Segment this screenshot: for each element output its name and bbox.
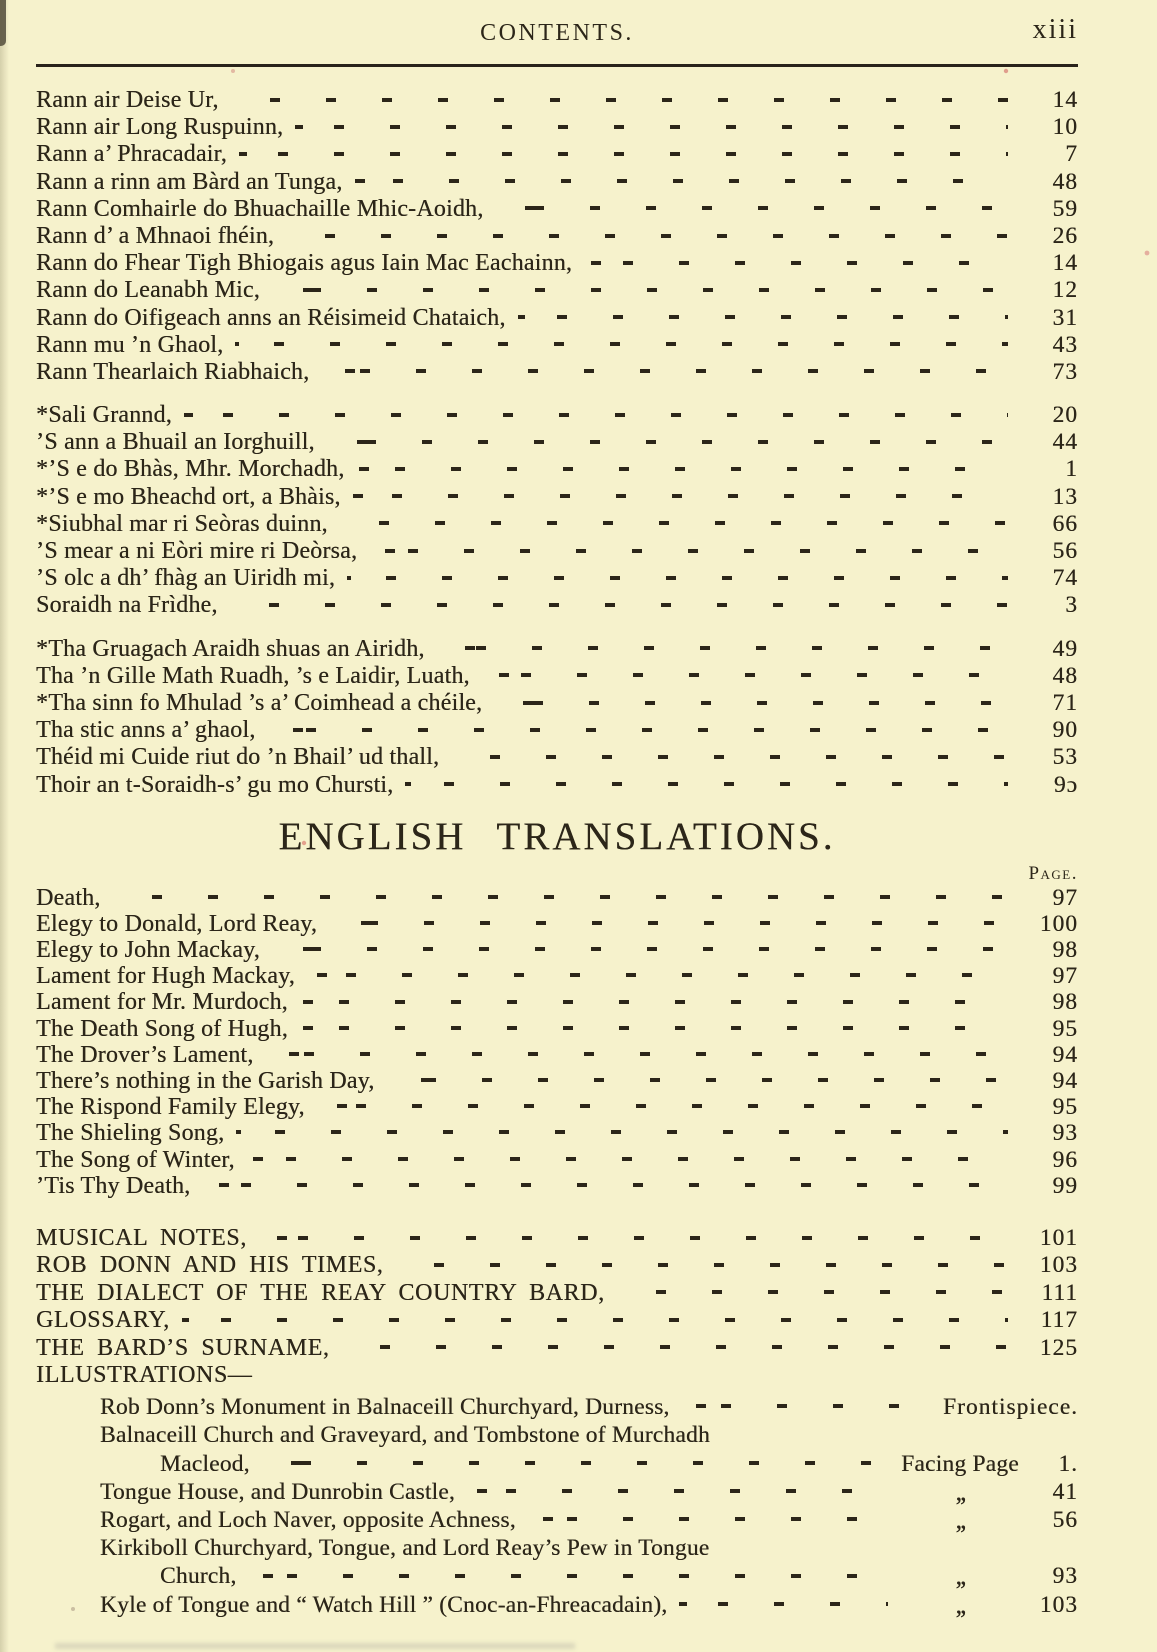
toc-entry-row	[36, 1016, 1078, 1042]
dash-leader	[113, 895, 1008, 899]
toc-entry-row	[36, 359, 1078, 386]
toc-entry-row	[36, 1120, 1078, 1146]
entry-title: *Siubhal mar ri Seòras duinn,	[36, 510, 328, 537]
illustration-title: Balnaceill Church and Graveyard, and Tombstone of Murchadh	[100, 1422, 710, 1449]
english-translations-heading: ENGLISH TRANSLATIONS.	[278, 814, 836, 858]
illustration-row	[36, 1421, 1078, 1449]
dash-leader	[259, 1236, 1008, 1240]
toc-entry-row	[36, 690, 1078, 717]
entry-title: *Tha sinn fo Mhulad ’s a’ Coimhead a chéile,	[36, 689, 483, 716]
dash-leader	[267, 728, 1008, 732]
dash-leader	[262, 1461, 888, 1465]
entry-page-number: 103	[1039, 1252, 1078, 1279]
entry-title: ’Tis Thy Death,	[36, 1172, 191, 1199]
dash-leader	[356, 467, 1008, 471]
entry-page-number: 101	[1039, 1224, 1078, 1251]
entry-page-number: 71	[1052, 689, 1078, 716]
entry-page-number: 48	[1052, 168, 1078, 195]
toc-entry-row	[36, 223, 1078, 250]
toc-entry-row	[36, 1335, 1078, 1362]
illustration-row	[36, 1393, 1078, 1421]
dash-leader	[248, 1574, 888, 1578]
toc-entry-row	[36, 456, 1078, 483]
toc-entry-row	[36, 1094, 1078, 1120]
entry-page-number: 10	[1052, 114, 1078, 141]
scan-artifact-left-edge	[0, 0, 9, 1652]
entry-title: *’S e mo Bheachd ort, a Bhàis,	[36, 483, 341, 510]
entry-page-number: 96	[1052, 1146, 1078, 1173]
entry-page-number: 13	[1052, 483, 1078, 510]
toc-entry-row	[36, 1173, 1078, 1199]
entry-title: The Drover’s Lament,	[36, 1041, 254, 1068]
illustration-row	[36, 1534, 1078, 1562]
entry-title: Death,	[36, 884, 101, 911]
illustration-title: Tongue House, and Dunrobin Castle,	[100, 1478, 455, 1505]
entry-title: Soraidh na Frìdhe,	[36, 592, 218, 619]
entry-page-number: 95	[1052, 1094, 1078, 1121]
toc-entry-row	[36, 277, 1078, 304]
dash-leader	[528, 1517, 888, 1521]
page-column-label: Page.	[1028, 862, 1078, 884]
entry-page-number: 12	[1052, 277, 1078, 304]
entry-page-number: 66	[1052, 510, 1078, 537]
toc-entry-row	[36, 332, 1078, 359]
entry-page-number: 14	[1052, 250, 1078, 277]
entry-title: The Rispond Family Elegy,	[36, 1094, 305, 1121]
entry-title: ’S ann a Bhuail an Iorghuill,	[36, 429, 315, 456]
illustration-title: Rob Donn’s Monument in Balnaceill Churchyard, Durness,	[100, 1394, 670, 1421]
dash-leader	[239, 152, 1008, 156]
entry-title: Lament for Hugh Mackay,	[36, 963, 295, 990]
entry-page-number: 97	[1052, 884, 1078, 911]
entry-page-number: 53	[1052, 744, 1078, 771]
dash-leader	[307, 973, 1008, 977]
dash-leader	[272, 947, 1008, 951]
ditto-mark: ,,	[955, 1589, 965, 1619]
ditto-mark: ,,	[955, 1505, 965, 1535]
illustration-title: Rogart, and Loch Naver, opposite Achness,	[100, 1507, 516, 1534]
toc-entry-row	[36, 772, 1078, 799]
toc-entry-row	[36, 169, 1078, 196]
dash-leader	[353, 494, 1008, 498]
dash-leader	[617, 1290, 1008, 1294]
dash-leader	[231, 98, 1008, 102]
dash-leader	[272, 288, 1008, 292]
entry-page-number: 90	[1052, 717, 1078, 744]
entry-title: *’S e do Bhàs, Mhr. Morchadh,	[36, 456, 345, 483]
illustrations-list	[36, 1393, 1078, 1619]
entry-title: THE BARD’S SURNAME,	[36, 1334, 330, 1361]
dash-leader	[405, 782, 1008, 786]
dash-leader	[451, 755, 1008, 759]
entry-title: *Sali Grannd,	[36, 402, 172, 429]
toc-entry-row	[36, 636, 1078, 663]
dash-leader	[494, 701, 1008, 705]
toc-entry-row	[36, 511, 1078, 538]
toc-entry-row	[36, 663, 1078, 690]
ditto-mark: ,,	[955, 1561, 965, 1591]
toc-entry-row	[36, 305, 1078, 332]
dash-leader	[286, 234, 1008, 238]
entry-title: MUSICAL NOTES,	[36, 1224, 247, 1251]
toc-entry-row	[36, 250, 1078, 277]
entry-page-number: 93	[1052, 1120, 1078, 1147]
illustration-page: 93	[1052, 1563, 1078, 1590]
entry-page-number: 117	[1040, 1307, 1078, 1334]
entry-title: Rann Thearlaich Riabhaich,	[36, 358, 310, 385]
dash-leader	[321, 369, 1008, 373]
entry-page-number: 73	[1052, 358, 1078, 385]
ditto-mark: ,,	[955, 1476, 965, 1506]
entry-title: Rann air Deise Ur,	[36, 87, 219, 113]
entry-title: ’S mear a ni Eòri mire ri Deòrsa,	[36, 538, 358, 564]
entry-page-number: 1	[1065, 456, 1078, 483]
entry-title: Rann a rinn am Bàrd an Tunga,	[36, 168, 343, 195]
dash-leader	[247, 1157, 1008, 1161]
entry-title: Théid mi Cuide riut do ’n Bhail’ ud thall,	[36, 744, 440, 771]
dash-leader	[387, 1078, 1009, 1082]
dash-leader	[329, 921, 1008, 925]
page-header	[36, 14, 1078, 58]
entry-page-number: 20	[1052, 402, 1078, 429]
toc-entry-row	[36, 937, 1078, 963]
back-matter-list	[36, 1225, 1078, 1362]
toc-entry-row	[36, 911, 1078, 937]
entry-page-number: 125	[1039, 1334, 1078, 1361]
entry-page-number: 9ɔ	[1053, 771, 1078, 798]
entry-title: Rann d’ a Mhnaoi fhéin,	[36, 222, 275, 249]
toc-entry-row	[36, 1252, 1078, 1279]
illustration-row	[36, 1562, 1078, 1590]
entry-page-number: 97	[1052, 963, 1078, 990]
dash-leader	[467, 1489, 888, 1493]
toc-entry-row	[36, 963, 1078, 989]
dash-leader	[202, 1183, 1008, 1187]
illustration-page: 56	[1052, 1507, 1078, 1534]
entry-title: THE DIALECT OF THE REAY COUNTRY BARD,	[36, 1279, 605, 1306]
header-rule	[36, 64, 1078, 67]
illustration-page: Frontispiece.	[942, 1394, 1078, 1421]
dash-leader	[354, 179, 1008, 183]
dash-leader	[295, 125, 1008, 129]
illustration-title: Church,	[160, 1563, 237, 1590]
illustration-title: Macleod,	[160, 1450, 250, 1477]
entry-page-number: 111	[1041, 1279, 1078, 1306]
entry-title: ROB DONN AND HIS TIMES,	[36, 1252, 384, 1279]
entry-title: Rann do Oifigeach anns an Réisimeid Chataich,	[36, 304, 506, 331]
dash-leader	[236, 1130, 1008, 1134]
entry-title: Rann air Long Ruspuinn,	[36, 114, 284, 141]
toc-entry-row	[36, 114, 1078, 141]
entry-page-number: 94	[1052, 1068, 1078, 1094]
toc-entry-row	[36, 1042, 1078, 1068]
entry-title: *Tha Gruagach Araidh shuas an Airidh,	[36, 635, 425, 662]
toc-entry-row	[36, 402, 1078, 429]
entry-title: Rann do Leanabh Mic,	[36, 277, 260, 304]
entry-title: Rann Comhairle do Bhuachaille Mhic-Aoidh,	[36, 195, 484, 222]
illustration-title: Kirkiboll Churchyard, Tongue, and Lord Reay’s Pew in Tongue	[100, 1535, 710, 1562]
entry-page-number: 94	[1052, 1041, 1078, 1068]
entry-page-number: 26	[1052, 222, 1078, 249]
dash-leader	[265, 1052, 1008, 1056]
entry-page-number: 98	[1052, 989, 1078, 1016]
illustrations-heading: ILLUSTRATIONS—	[36, 1361, 253, 1388]
entry-page-number: 49	[1052, 635, 1078, 662]
dash-leader	[300, 1000, 1008, 1004]
illustration-title: Kyle of Tongue and “ Watch Hill ” (Cnoc-an-Fhreacadain),	[100, 1591, 668, 1618]
entry-page-number: 43	[1052, 331, 1078, 358]
toc-entry-row	[36, 1225, 1078, 1252]
dash-leader	[395, 1263, 1008, 1267]
gaelic-entries-group-t	[36, 636, 1078, 799]
dash-leader	[327, 440, 1008, 444]
toc-entry-row	[36, 1280, 1078, 1307]
entry-title: ’S olc a dh’ fhàg an Uiridh mi,	[36, 565, 336, 592]
illustration-row	[36, 1506, 1078, 1534]
dash-leader	[369, 549, 1008, 553]
toc-entry-row	[36, 429, 1078, 456]
entry-page-number: 3	[1065, 592, 1078, 619]
dash-leader	[317, 1104, 1008, 1108]
scan-specks	[0, 0, 2, 2]
toc-entry-row	[36, 538, 1078, 565]
entry-title: Lament for Mr. Murdoch,	[36, 989, 288, 1016]
toc-entry-row	[36, 1068, 1078, 1094]
dash-leader	[482, 673, 1008, 677]
dash-leader	[341, 1345, 1008, 1349]
dash-leader	[437, 646, 1008, 650]
entry-title: The Song of Winter,	[36, 1146, 235, 1173]
entry-title: Elegy to Donald, Lord Reay,	[36, 910, 318, 937]
entry-page-number: 59	[1052, 195, 1078, 222]
dash-leader	[584, 261, 1008, 265]
illustration-row	[36, 1450, 1078, 1478]
toc-entry-row	[36, 744, 1078, 771]
toc-entry-row	[36, 484, 1078, 511]
entry-title: The Shieling Song,	[36, 1120, 225, 1147]
entry-title: Thoir an t-Soraidh-s’ gu mo Chursti,	[36, 771, 394, 798]
dash-leader	[182, 1318, 1008, 1322]
toc-entry-row	[36, 885, 1078, 911]
toc-entry-row	[36, 87, 1078, 114]
dash-leader	[347, 576, 1008, 580]
toc-entry-row	[36, 989, 1078, 1015]
entry-title: Elegy to John Mackay,	[36, 937, 260, 964]
entry-page-number: 100	[1039, 910, 1078, 937]
entry-page-number: 99	[1052, 1172, 1078, 1199]
facing-page-label: Facing Page	[901, 1450, 1019, 1477]
entry-title: Rann mu ’n Ghaol,	[36, 331, 224, 358]
illustration-row	[36, 1478, 1078, 1506]
toc-entry-row	[36, 196, 1078, 223]
dash-leader	[518, 315, 1008, 319]
illustration-page: 103	[1039, 1591, 1078, 1618]
entry-page-number: 44	[1052, 429, 1078, 456]
entry-title: Rann a’ Phracadair,	[36, 141, 227, 168]
entry-title: There’s nothing in the Garish Day,	[36, 1068, 375, 1094]
entry-page-number: 7	[1065, 141, 1078, 168]
entry-title: Rann do Fhear Tigh Bhiogais agus Iain Mac Eachainn,	[36, 250, 573, 277]
english-translations-list	[36, 885, 1078, 1199]
entry-page-number: 56	[1052, 538, 1078, 564]
gaelic-entries-group-r	[36, 87, 1078, 386]
entry-page-number: 48	[1052, 662, 1078, 689]
dash-leader	[300, 1026, 1008, 1030]
entry-page-number: 14	[1052, 87, 1078, 113]
dash-leader	[230, 603, 1008, 607]
toc-entry-row	[36, 141, 1078, 168]
toc-entry-row	[36, 717, 1078, 744]
dash-leader	[679, 1602, 888, 1606]
dash-leader	[682, 1404, 931, 1408]
entry-page-number: 98	[1052, 937, 1078, 964]
entry-title: GLOSSARY,	[36, 1307, 170, 1334]
entry-page-number: 95	[1052, 1015, 1078, 1042]
dash-leader	[495, 206, 1008, 210]
illustration-page: 41	[1052, 1478, 1078, 1505]
running-title: CONTENTS.	[480, 20, 634, 46]
illustration-row	[36, 1591, 1078, 1619]
entry-title: Tha stic anns a’ ghaol,	[36, 717, 256, 744]
entry-title: Tha ’n Gille Math Ruadh, ’s e Laidir, Luath,	[36, 662, 470, 689]
gaelic-entries-group-s	[36, 402, 1078, 620]
entry-page-number: 74	[1052, 565, 1078, 592]
dash-leader	[340, 521, 1008, 525]
dash-leader	[235, 342, 1008, 346]
scan-artifact-bottom	[55, 1643, 575, 1649]
illustration-page: 1.	[1058, 1450, 1078, 1477]
illustrations-heading-row	[36, 1362, 1078, 1389]
folio-page-number: xiii	[1032, 14, 1078, 45]
toc-entry-row	[36, 1147, 1078, 1173]
dash-leader	[184, 413, 1008, 417]
toc-entry-row	[36, 1307, 1078, 1334]
entry-page-number: 31	[1052, 304, 1078, 331]
toc-entry-row	[36, 565, 1078, 592]
toc-entry-row	[36, 592, 1078, 619]
entry-title: The Death Song of Hugh,	[36, 1015, 288, 1042]
